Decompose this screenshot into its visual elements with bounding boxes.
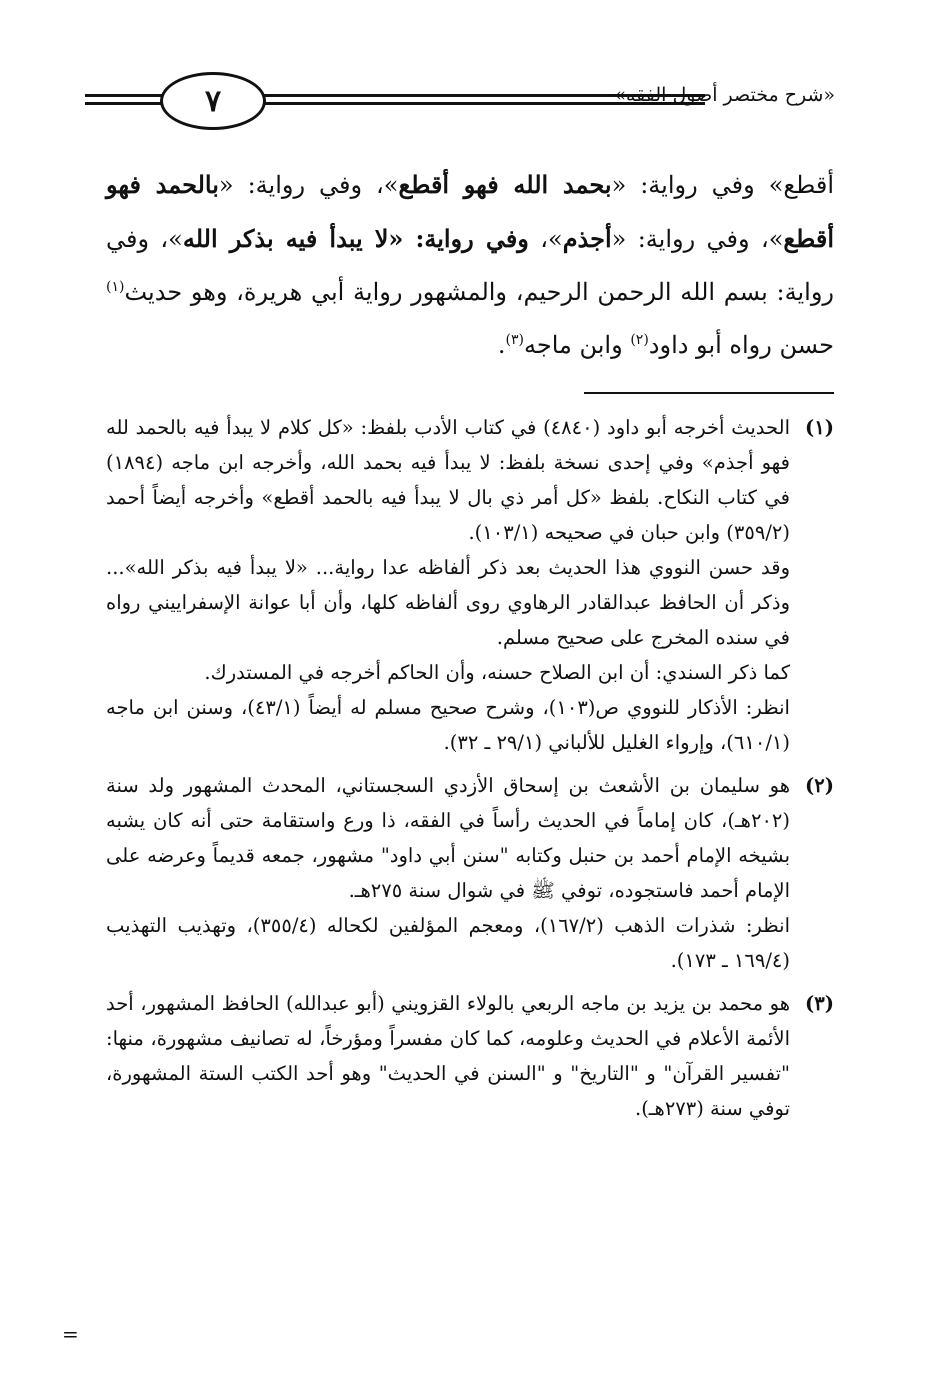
text-run: »، وفي رواية: بسم الله الرحمن الرحيم، والمشهور رواية أبي هريرة، وهو حديث — [106, 225, 834, 306]
footnote-2 — [106, 768, 834, 978]
footnote-body — [106, 986, 790, 1126]
footnote-paragraph: هو محمد بن يزيد بن ماجه الربعي بالولاء القزويني (أبو عبدالله) الحافظ المشهور، أحد الأئمة الأعلام في الحديث وعلومه، كما كان مفسراً ومؤرخاً، له تصانيف مشهورة، منها: "تفسير القرآن" و "التاريخ" و "السنن في الحديث" وهو أحد الكتب الستة المشهورة، توفي سنة (٢٧٣هـ). — [106, 992, 790, 1120]
main-paragraph — [106, 158, 834, 372]
footnote-separator — [584, 392, 834, 394]
bold-quote: بحمد الله فهو أقطع — [398, 170, 612, 199]
bold-quote: أجذم — [562, 224, 612, 253]
book-title: «شرح مختصر أصول الفقه» — [614, 84, 835, 106]
footnote-body — [106, 410, 790, 760]
footnote-ref[interactable]: (١) — [106, 279, 125, 295]
text-run: حسن رواه أبو داود — [648, 331, 834, 359]
footnotes — [106, 410, 834, 1134]
footnote-ref[interactable]: (٢) — [630, 332, 649, 348]
continuation-mark: = — [62, 1322, 79, 1346]
footnote-3 — [106, 986, 834, 1126]
text-run: »، — [528, 225, 563, 253]
text-run: . — [497, 331, 506, 359]
footnote-paragraph: انظر: الأذكار للنووي ص(١٠٣)، وشرح صحيح مسلم له أيضاً (٤٣/١)، وسنن ابن ماجه (٦١٠/١)، وإرواء الغليل للألباني (٢٩/١ ـ ٣٢). — [106, 696, 790, 754]
footnote-paragraph: الحديث أخرجه أبو داود (٤٨٤٠) في كتاب الأدب بلفظ: «كل كلام لا يبدأ فيه بالحمد لله فهو أجذم» وفي إحدى نسخة بلفظ: لا يبدأ فيه بحمد الله، وأخرجه ابن ماجه (١٨٩٤) في كتاب النكاح. بلفظ «كل أمر ذي بال لا يبدأ فيه بالحمد أقطع» وأخرجه أيضاً أحمد (٣٥٩/٢) وابن حبان في صحيحه (١٠٣/١). — [106, 416, 790, 544]
footnote-paragraph: هو سليمان بن الأشعث بن إسحاق الأزدي السجستاني، المحدث المشهور ولد سنة (٢٠٢هـ)، كان إماماً في الحديث رأساً في الفقه، ذا ورع واستقامة حتى أنه كان يشبه بشيخه الإمام أحمد بن حنبل وكتابه "سنن أبي داود" مشهور، جمعه قديماً وعرضه على الإمام أحمد فاستجوده، توفي ﷺ في شوال سنة ٢٧٥هـ. — [106, 774, 790, 902]
footnote-number: (٢) — [805, 774, 834, 797]
footnote-number: (١) — [805, 416, 834, 439]
text-run: »، وفي رواية: « — [611, 225, 784, 253]
text-run: أقطع» وفي رواية: « — [611, 171, 834, 199]
bold-quote: وفي رواية: «لا يبدأ فيه بذكر الله — [182, 224, 529, 253]
footnote-paragraph: كما ذكر السندي: أن ابن الصلاح حسنه، وأن الحاكم أخرجه في المستدرك. — [204, 661, 790, 684]
main-text — [106, 158, 834, 372]
text-run: »، وفي رواية: « — [218, 171, 399, 199]
text-run: وابن ماجه — [523, 331, 631, 359]
footnote-1 — [106, 410, 834, 760]
bold-quote: بالحمد فهو أقطع — [106, 170, 835, 253]
page-header — [85, 70, 835, 130]
footnote-number: (٣) — [805, 992, 834, 1015]
page-number: ٧ — [160, 72, 266, 130]
footnote-paragraph: انظر: شذرات الذهب (١٦٧/٢)، ومعجم المؤلفين لكحاله (٣٥٥/٤)، وتهذيب التهذيب (١٦٩/٤ ـ ١٧٣). — [106, 914, 790, 972]
footnote-paragraph: وقد حسن النووي هذا الحديث بعد ذكر ألفاظه عدا رواية... «لا يبدأ فيه بذكر الله»... وذكر أن الحافظ عبدالقادر الرهاوي روى ألفاظه كلها، وأن أبا عوانة الإسفراييني رواه في سنده المخرج على صحيح مسلم. — [106, 556, 790, 649]
footnote-body — [106, 768, 790, 978]
footnote-ref[interactable]: (٣) — [505, 332, 524, 348]
